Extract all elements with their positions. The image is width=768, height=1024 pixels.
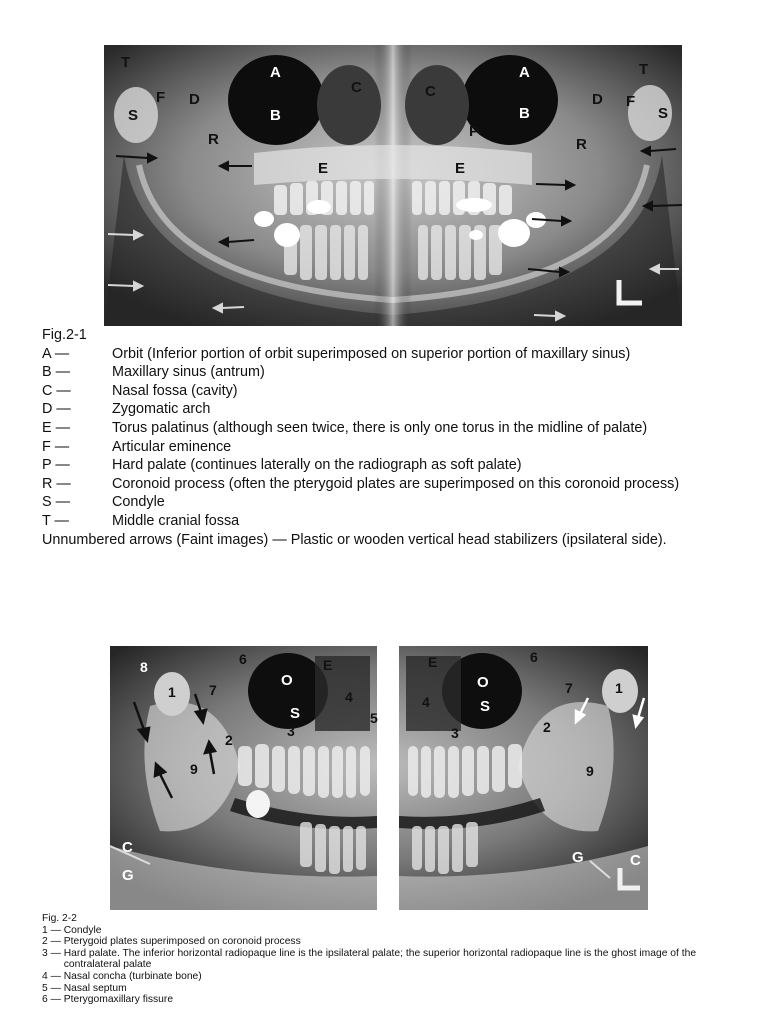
legend-key: 1 —: [42, 924, 64, 936]
image-label-b-left: B: [270, 107, 281, 124]
legend-key: 5 —: [42, 982, 64, 994]
fig-2-1-caption: Fig.2-1: [42, 327, 87, 343]
image-label-6-left: 6: [239, 651, 247, 667]
image-label-g-left: G: [122, 867, 134, 884]
legend-key: 2 —: [42, 936, 64, 948]
panoramic-radiograph-fig-2-1: [104, 45, 682, 326]
image-label-1-left: 1: [168, 684, 176, 700]
fig-2-1-note: Unnumbered arrows (Faint images) — Plastic or wooden vertical head stabilizers (ipsilateral side).: [42, 531, 667, 548]
legend-text: Orbit (Inferior portion of orbit superimposed on superior portion of maxillary sinus): [112, 345, 631, 362]
image-label-d-left: D: [189, 91, 200, 108]
legend-text: Maxillary sinus (antrum): [112, 364, 265, 381]
legend-key: T —: [42, 512, 69, 529]
legend-text: Condyle: [112, 494, 165, 511]
image-label-o-right: O: [477, 674, 489, 691]
legend-key: P —: [42, 457, 70, 474]
image-label-a-right: A: [519, 64, 530, 81]
legend-text: Pterygoid plates superimposed on coronoid process: [63, 936, 301, 948]
legend-row-c: [42, 382, 762, 401]
image-label-g-right: G: [572, 849, 584, 866]
image-label-p-right: P: [469, 123, 480, 140]
image-label-7-left: 7: [209, 682, 217, 698]
image-label-d-right: D: [592, 91, 603, 108]
legend-key: E —: [42, 419, 70, 436]
legend-row-e: [42, 419, 762, 438]
legend-key: R —: [42, 475, 71, 492]
legend-text: Hard palate. The inferior horizontal radiopaque line is the ipsilateral palate; the superior horizontal radiopaque line is the ghost image of the contralateral palate: [63, 947, 697, 971]
legend-row-1: [42, 925, 742, 937]
image-label-t-left: T: [121, 54, 131, 71]
legend-text: Condyle: [63, 924, 102, 936]
legend-row-4: [42, 971, 742, 983]
image-label-f-right: F: [626, 93, 636, 110]
image-label-7-right: 7: [565, 680, 573, 696]
fig-2-2-legend: [42, 913, 742, 1006]
image-label-2-left: 2: [225, 732, 233, 748]
legend-key: S —: [42, 494, 70, 511]
image-label-8: 8: [140, 659, 148, 675]
legend-row-a: [42, 345, 762, 364]
radiograph-1-drawing: [104, 45, 682, 326]
image-label-9-right: 9: [586, 763, 594, 779]
panoramic-radiograph-fig-2-2: [110, 646, 648, 910]
image-label-9-left: 9: [190, 761, 198, 777]
image-label-5: 5: [370, 710, 378, 726]
legend-row-d: [42, 400, 762, 419]
legend-key: 4 —: [42, 970, 64, 982]
legend-row-5: [42, 983, 742, 995]
legend-text: Hard palate (continues laterally on the radiograph as soft palate): [112, 457, 522, 474]
image-label-c-right: C: [425, 83, 436, 100]
legend-row-r: [42, 475, 762, 494]
legend-key: C —: [42, 382, 71, 399]
legend-row-t: [42, 512, 762, 531]
image-label-3-left: 3: [287, 723, 295, 739]
image-label-a-left: A: [270, 64, 281, 81]
legend-text: Coronoid process (often the pterygoid plates are superimposed on this coronoid process): [112, 475, 680, 492]
legend-key: B —: [42, 364, 70, 381]
legend-text: Torus palatinus (although seen twice, there is only one torus in the midline of palate): [112, 419, 648, 436]
radiograph-2-drawing: [110, 646, 648, 910]
image-label-s-left: S: [290, 705, 301, 722]
legend-row-2: [42, 936, 742, 948]
fig-2-1-legend: [42, 326, 762, 549]
image-label-s-right: S: [480, 698, 491, 715]
image-label-e-right: E: [455, 160, 466, 177]
legend-text: Nasal fossa (cavity): [112, 382, 238, 399]
image-label-4-left: 4: [345, 689, 353, 705]
image-label-b-right: B: [519, 105, 530, 122]
legend-key: F —: [42, 438, 70, 455]
legend-text: Nasal concha (turbinate bone): [63, 970, 202, 982]
image-label-e-left: E: [318, 160, 329, 177]
image-label-4-right: 4: [422, 694, 430, 710]
fig-2-2-caption: Fig. 2-2: [42, 913, 77, 924]
legend-text: Zygomatic arch: [112, 401, 211, 418]
image-label-s-right: S: [658, 105, 669, 122]
image-label-f-left: F: [156, 89, 166, 106]
legend-row-f: [42, 438, 762, 457]
image-label-e-left: E: [323, 657, 333, 673]
image-label-e-right: E: [428, 654, 438, 670]
image-label-r-left: R: [208, 131, 219, 148]
legend-text: Articular eminence: [112, 438, 232, 455]
image-label-r-right: R: [576, 136, 587, 153]
legend-row-6: [42, 994, 742, 1006]
image-label-6-right: 6: [530, 649, 538, 665]
legend-key: D —: [42, 401, 71, 418]
legend-text: Middle cranial fossa: [112, 512, 240, 529]
image-label-c-right: C: [630, 852, 641, 869]
image-label-c-left: C: [122, 839, 133, 856]
legend-row-3: [42, 948, 742, 971]
legend-text: Nasal septum: [63, 982, 127, 994]
image-label-c-left: C: [351, 79, 362, 96]
legend-row-b: [42, 363, 762, 382]
image-label-s-left: S: [128, 107, 139, 124]
image-label-o-left: O: [281, 672, 293, 689]
image-label-p-left: P: [299, 124, 310, 141]
legend-key: 3 —: [42, 947, 64, 959]
image-label-2-right: 2: [543, 719, 551, 735]
legend-row-p: [42, 456, 762, 475]
legend-key: A —: [42, 345, 70, 362]
image-label-1-right: 1: [615, 680, 623, 696]
legend-row-s: [42, 493, 762, 512]
image-label-t-right: T: [639, 61, 649, 78]
legend-text: Pterygomaxillary fissure: [63, 994, 174, 1006]
image-label-3-right: 3: [451, 725, 459, 741]
legend-key: 6 —: [42, 994, 64, 1006]
